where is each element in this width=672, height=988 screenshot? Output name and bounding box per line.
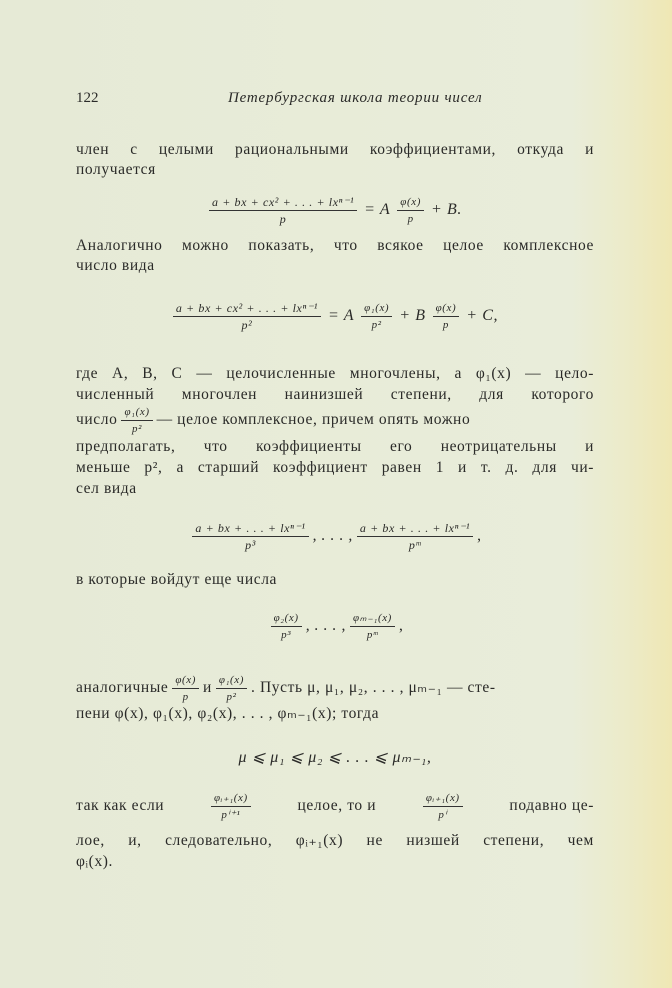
numerator: a + bx + . . . + lxⁿ⁻¹ xyxy=(357,521,473,537)
word: целыми xyxy=(158,141,214,158)
word: комплексное xyxy=(503,237,594,254)
word: показать, xyxy=(248,237,315,254)
text: аналогичные xyxy=(76,679,169,696)
word: можно xyxy=(181,237,229,254)
word: неотрицательны xyxy=(440,438,557,455)
ellipsis: , . . . , xyxy=(305,617,346,634)
denominator: p xyxy=(407,212,414,225)
numerator: a + bx + cx² + . . . + lxⁿ⁻¹ xyxy=(173,301,321,317)
comma: , xyxy=(398,617,404,634)
numerator: φₘ₋₁(x) xyxy=(350,611,395,627)
text-line xyxy=(76,140,594,160)
comma: , xyxy=(477,527,482,544)
equals: = A xyxy=(327,307,355,324)
word: C xyxy=(171,365,183,382)
word: многочлен xyxy=(181,386,258,403)
formula-4 xyxy=(76,604,594,648)
word: что xyxy=(333,237,358,254)
text-line xyxy=(76,437,594,457)
numerator: φᵢ₊₁(x) xyxy=(211,791,251,807)
numerator: φᵢ₊₁(x) xyxy=(423,791,463,807)
denominator: p² xyxy=(241,317,253,332)
numerator: φ(x) xyxy=(433,301,460,317)
word: его xyxy=(389,438,413,455)
word: 1 xyxy=(435,459,445,476)
formula-5: μ ⩽ μ₁ ⩽ μ₂ ⩽ . . . ⩽ μₘ₋₁, xyxy=(238,749,432,766)
denominator: p xyxy=(279,211,287,226)
word: целое xyxy=(443,237,484,254)
numerator: φ₁(x) xyxy=(216,673,247,689)
word: φᵢ₊₁(x) xyxy=(295,832,344,849)
ellipsis: , . . . , xyxy=(312,527,353,544)
numerator: φ₁(x) xyxy=(361,301,392,317)
word: степени, xyxy=(483,832,545,849)
text-line: φᵢ(x). xyxy=(76,853,114,870)
word: — xyxy=(196,365,213,382)
word: равен xyxy=(381,459,422,476)
formula-1 xyxy=(76,188,594,232)
numerator: a + bx + . . . + lxⁿ⁻¹ xyxy=(192,521,308,537)
denominator: p² xyxy=(371,318,382,331)
denominator: p³ xyxy=(281,628,292,641)
text: и xyxy=(203,679,212,696)
formula-3 xyxy=(76,514,594,558)
text-line xyxy=(76,402,594,438)
word: следовательно, xyxy=(165,832,273,849)
denominator: pᵐ xyxy=(366,628,379,641)
word: B, xyxy=(142,365,158,382)
word: лое, xyxy=(76,832,105,849)
text-line: получается xyxy=(76,161,156,178)
text-line: сел вида xyxy=(76,480,137,497)
text: так как если xyxy=(76,797,165,814)
word: всякое xyxy=(377,237,424,254)
word: цело- xyxy=(555,365,594,382)
word: A, xyxy=(112,365,129,382)
word: а xyxy=(176,459,184,476)
denominator: pⁱ xyxy=(438,808,448,821)
text: целое, то и xyxy=(297,797,377,814)
text: подавно це- xyxy=(509,797,594,814)
word: предполагать, xyxy=(76,438,176,455)
word: степени, xyxy=(390,386,452,403)
denominator: pᵐ xyxy=(408,537,422,552)
word: коэффициенты xyxy=(255,438,362,455)
word: многочлены, xyxy=(349,365,441,382)
word: и, xyxy=(128,832,142,849)
word: наинизшей xyxy=(284,386,364,403)
word: чем xyxy=(567,832,594,849)
numerator: φ(x) xyxy=(397,195,424,211)
numerator: φ₁(x) xyxy=(121,405,152,421)
text-line: в которые войдут еще числа xyxy=(76,571,278,588)
text-line: пени φ(x), φ₁(x), φ₂(x), . . . , φₘ₋₁(x); тогда xyxy=(76,705,380,722)
text-line: число вида xyxy=(76,257,155,274)
word: коэффициент xyxy=(273,459,368,476)
text-line xyxy=(76,458,594,478)
word: д. xyxy=(505,459,519,476)
page-number: 122 xyxy=(76,90,99,106)
word: где xyxy=(76,365,99,382)
term: + B xyxy=(399,307,426,324)
denominator: p xyxy=(442,318,449,331)
denominator: pⁱ⁺¹ xyxy=(221,808,241,821)
word: рациональными xyxy=(235,141,349,158)
text-line xyxy=(76,670,594,706)
running-title: Петербургская школа теории чисел xyxy=(228,90,483,106)
word: член xyxy=(76,141,110,158)
term: + C, xyxy=(466,307,499,324)
text-line xyxy=(76,236,594,256)
denominator: p² xyxy=(226,690,237,703)
word: Аналогично xyxy=(76,237,163,254)
word: которого xyxy=(531,386,594,403)
numerator: a + bx + cx² + . . . + lxⁿ⁻¹ xyxy=(209,195,357,211)
word: что xyxy=(203,438,228,455)
word: старший xyxy=(197,459,260,476)
text-line xyxy=(76,364,594,384)
text-line xyxy=(76,788,594,824)
word: коэффициентами, xyxy=(369,141,497,158)
word: с xyxy=(130,141,138,158)
word: меньше xyxy=(76,459,131,476)
word: не xyxy=(366,832,383,849)
word: низшей xyxy=(406,832,460,849)
denominator: p³ xyxy=(245,537,256,552)
word: т. xyxy=(480,459,492,476)
term: + B. xyxy=(430,201,462,218)
text: . Пусть μ, μ₁, μ₂, . . . , μₘ₋₁ — сте- xyxy=(251,679,496,696)
word: откуда xyxy=(517,141,564,158)
word: p², xyxy=(144,459,163,476)
equals: = A xyxy=(364,201,391,218)
text: число xyxy=(76,411,118,428)
word: целочисленные xyxy=(226,365,336,382)
word: для xyxy=(532,459,557,476)
numerator: φ(x) xyxy=(172,673,199,689)
word: и xyxy=(585,141,594,158)
word: и xyxy=(585,438,594,455)
numerator: φ₂(x) xyxy=(271,611,302,627)
word: и xyxy=(458,459,467,476)
text: — целое комплексное, причем опять можно xyxy=(156,411,471,428)
word: численный xyxy=(76,386,155,403)
denominator: p² xyxy=(132,422,143,435)
word: φ₁(x) xyxy=(475,365,512,382)
word: чи- xyxy=(570,459,594,476)
word: — xyxy=(525,365,542,382)
word: а xyxy=(454,365,462,382)
formula-2 xyxy=(76,294,594,338)
word: для xyxy=(479,386,504,403)
denominator: p xyxy=(182,690,189,703)
text-line xyxy=(76,831,594,851)
